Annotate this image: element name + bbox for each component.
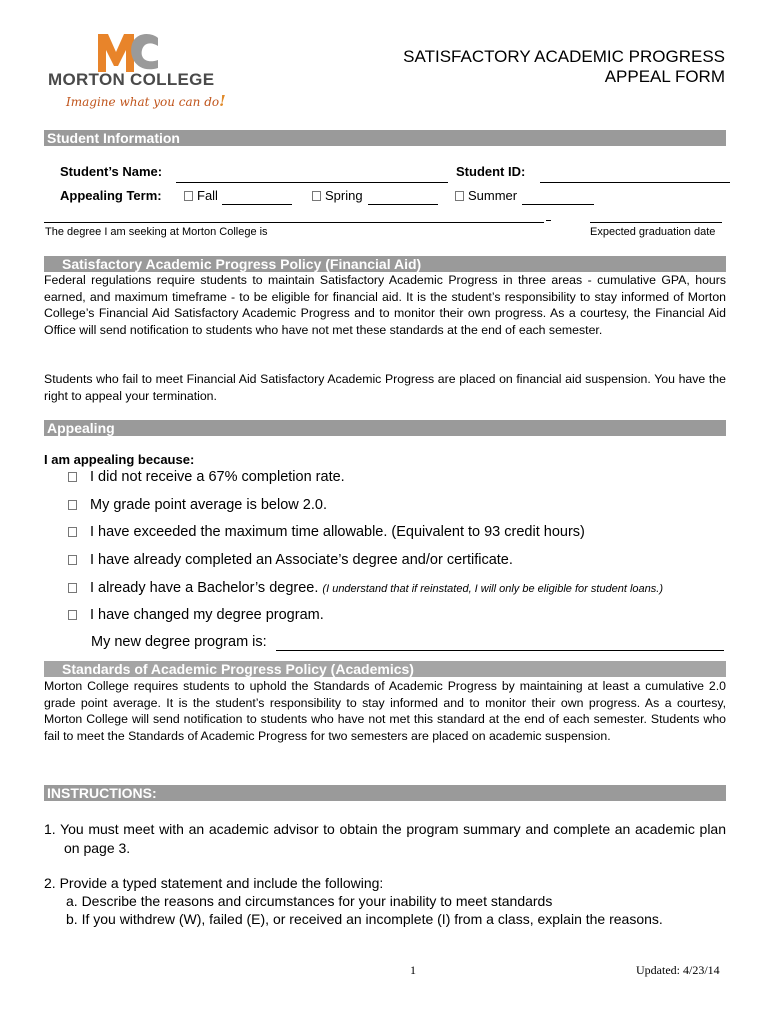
term-fall-option[interactable]: Fall <box>184 188 218 203</box>
financial-aid-policy-header: Satisfactory Academic Progress Policy (Financial Aid) <box>44 256 726 272</box>
instruction-item-2b: b. If you withdrew (W), failed (E), or received an incomplete (I) from a class, explain the reasons. <box>66 911 663 927</box>
instructions-header: INSTRUCTIONS: <box>44 785 726 801</box>
instruction-item-1: 1. You must meet with an academic advisor to obtain the program summary and complete an academic plan on page 3. <box>44 821 726 856</box>
bachelors-note: (I understand that if reinstated, I will only be eligible for student loans.) <box>322 583 663 595</box>
student-name-field[interactable] <box>176 182 448 183</box>
term-spring-option[interactable]: Spring <box>312 188 363 203</box>
degree-line-dash <box>546 220 551 221</box>
new-program-field[interactable] <box>276 650 724 651</box>
instruction-item-2a: a. Describe the reasons and circumstances for your inability to meet standards <box>66 893 553 909</box>
graduation-caption: Expected graduation date <box>590 226 716 238</box>
reason-gpa[interactable]: My grade point average is below 2.0. <box>68 497 327 513</box>
page-number: 1 <box>410 963 416 977</box>
degree-seeking-field[interactable] <box>44 222 544 223</box>
reason-changed-program[interactable]: I have changed my degree program. <box>68 607 324 623</box>
reason-associates-degree[interactable]: I have already completed an Associate’s degree and/or certificate. <box>68 552 513 568</box>
reason-checkbox[interactable] <box>68 472 77 482</box>
appealing-header: Appealing <box>44 420 726 436</box>
reason-completion-rate[interactable]: I did not receive a 67% completion rate. <box>68 469 345 485</box>
academic-policy-text: Morton College requires students to uphold the Standards of Academic Progress by maintaining at least a cumulative 2.0 grade point average. It is the student’s responsibility to stay informed and to monitor their own progress. As a courtesy, Morton College will send notification to students who have not met this standard at the end of each semester. Students who fail to meet the Standards of Academic Progress for two semesters are placed on academic suspension. <box>44 679 726 743</box>
reason-bachelors-degree[interactable]: I already have a Bachelor’s degree. (I understand that if reinstated, I will only be eligible for student loans.) <box>68 580 663 596</box>
fall-year-field[interactable] <box>222 204 292 205</box>
reason-checkbox[interactable] <box>68 583 77 593</box>
spring-checkbox[interactable] <box>312 191 321 201</box>
reason-checkbox[interactable] <box>68 500 77 510</box>
student-id-label: Student ID: <box>456 164 526 179</box>
fall-checkbox[interactable] <box>184 191 193 201</box>
academic-policy-header: Standards of Academic Progress Policy (Academics) <box>44 661 726 677</box>
student-information-header: Student Information <box>44 130 726 146</box>
reason-max-time[interactable]: I have exceeded the maximum time allowable. (Equivalent to 93 credit hours) <box>68 524 585 540</box>
title-line-1: SATISFACTORY ACADEMIC PROGRESS <box>403 47 725 66</box>
degree-caption: The degree I am seeking at Morton College is <box>45 226 268 238</box>
spring-year-field[interactable] <box>368 204 438 205</box>
financial-aid-policy-text: Federal regulations require students to maintain Satisfactory Academic Progress in three areas - cumulative GPA, hours earned, and maximum timeframe - to be eligible for financial aid. It is the student’s responsibility to stay informed of Morton College’s Financial Aid Satisfactory Academic Progress and to monitor their own progress. As a courtesy, the Financial Aid Office will send notification to students who have not met these standards at the end of each semester. <box>44 273 726 337</box>
graduation-date-field[interactable] <box>590 222 722 223</box>
instruction-item-2: 2. Provide a typed statement and include the following: <box>44 875 384 891</box>
student-name-label: Student’s Name: <box>60 164 163 179</box>
new-program-label: My new degree program is: <box>91 634 267 650</box>
logo-tagline: Imagine what you can do! <box>66 92 226 110</box>
appealing-prompt: I am appealing because: <box>44 452 195 467</box>
reason-checkbox[interactable] <box>68 610 77 620</box>
page-title <box>325 47 725 87</box>
student-id-field[interactable] <box>540 182 730 183</box>
summer-year-field[interactable] <box>522 204 594 205</box>
term-summer-option[interactable]: Summer <box>455 188 517 203</box>
logo-name: MORTON COLLEGE <box>48 70 215 89</box>
reason-checkbox[interactable] <box>68 527 77 537</box>
title-line-2: APPEAL FORM <box>604 67 725 86</box>
appealing-term-label: Appealing Term: <box>60 188 162 203</box>
financial-aid-suspension-text: Students who fail to meet Financial Aid Satisfactory Academic Progress are placed on financial aid suspension. You have the right to appeal your termination. <box>44 372 726 403</box>
summer-checkbox[interactable] <box>455 191 464 201</box>
updated-date: Updated: 4/23/14 <box>636 963 720 977</box>
reason-checkbox[interactable] <box>68 555 77 565</box>
morton-college-logo-icon <box>96 30 160 74</box>
